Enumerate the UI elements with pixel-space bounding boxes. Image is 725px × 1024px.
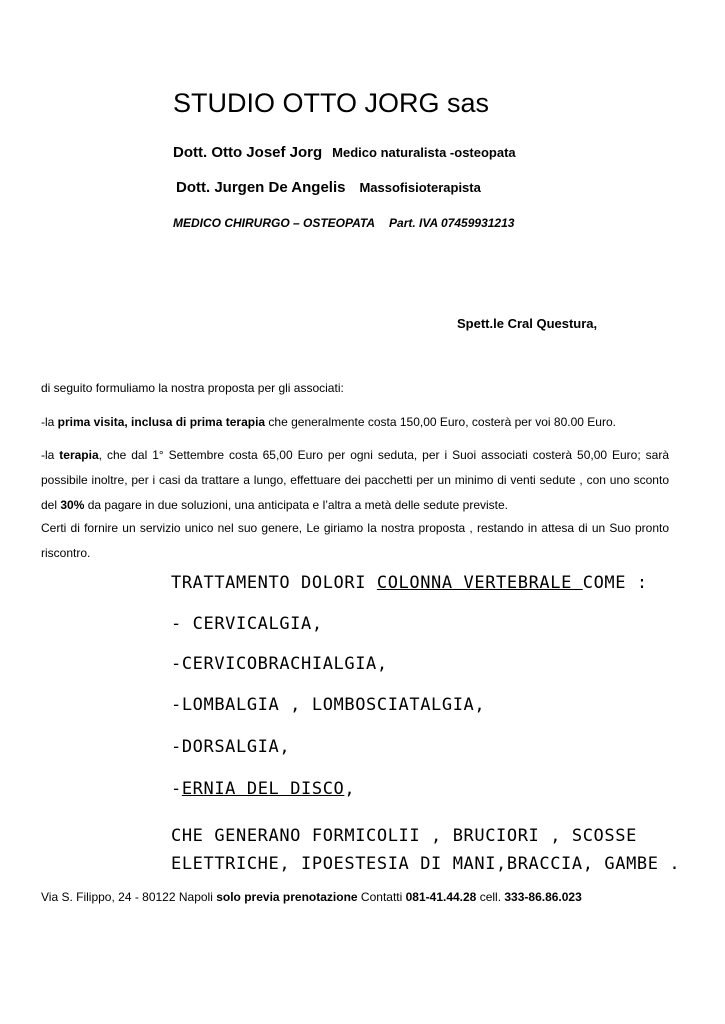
doctor-2-role: Massofisioterapista xyxy=(359,180,481,195)
ernia-underlined: ERNIA DEL DISCO xyxy=(181,779,345,799)
visit-bold: prima visita, inclusa di prima terapia xyxy=(57,415,266,429)
partita-iva: Part. IVA 07459931213 xyxy=(389,216,515,230)
terapia-rest: , che dal 1° Settembre costa 65,00 Euro per ogni seduta, per i Suoi associati costerà 50,00 Euro; sarà possibile inoltre, per i casi da trattare a lungo, effettuare dei pacchetti per un minimo di venti sedute , con uno sconto del xyxy=(41,448,669,512)
footer-contatti-label: Contatti xyxy=(357,890,406,904)
footer-phone: 081-41.44.28 xyxy=(405,890,477,904)
intro-paragraph: di seguito formuliamo la nostra proposta per gli associati: xyxy=(41,381,344,395)
doctor-1 xyxy=(173,144,516,161)
treatment-item-dorsalgia: -DORSALGIA, xyxy=(171,737,291,757)
footer xyxy=(41,890,582,904)
treatment-item-cervicalgia: - CERVICALGIA, xyxy=(171,614,323,634)
terapia-end: da pagare in due soluzioni, una anticipata e l’altra a metà delle sedute previste. xyxy=(84,498,508,512)
visit-rest: che generalmente costa 150,00 Euro, costerà per voi 80.00 Euro. xyxy=(265,415,616,429)
treatment-heading-underlined: COLONNA VERTEBRALE xyxy=(376,573,583,593)
doctor-2-name: Dott. Jurgen De Angelis xyxy=(176,179,346,196)
discount-bold: 30% xyxy=(60,498,85,512)
terapia-prefix: -la xyxy=(41,448,60,462)
doctor-2 xyxy=(176,179,481,196)
treatment-item-cervicobrachialgia: -CERVICOBRACHIALGIA, xyxy=(171,654,388,674)
treatment-heading xyxy=(171,573,648,593)
footer-cell: 333-86.86.023 xyxy=(504,890,582,904)
footer-prenotazione: solo previa prenotazione xyxy=(216,890,358,904)
terapia-paragraph xyxy=(41,443,669,518)
studio-title: STUDIO OTTO JORG sas xyxy=(173,88,490,118)
ernia-prefix: - xyxy=(171,779,182,799)
treatment-heading-suffix: COME : xyxy=(582,573,648,593)
closing-paragraph: Certi di fornire un servizio unico nel suo genere, Le giriamo la nostra proposta , restando in attesa di un Suo pronto riscontro. xyxy=(41,521,669,560)
visit-prefix: -la xyxy=(41,415,58,429)
doctor-1-role: Medico naturalista -osteopata xyxy=(332,145,516,160)
recipient: Spett.le Cral Questura, xyxy=(457,316,598,331)
terapia-bold: terapia xyxy=(59,448,99,462)
footer-cell-label: cell. xyxy=(476,890,505,904)
treatment-item-lombalgia: -LOMBALGIA , LOMBOSCIATALGIA, xyxy=(171,695,486,715)
doctor-1-name: Dott. Otto Josef Jorg xyxy=(173,144,323,161)
treatment-item-ernia xyxy=(171,779,355,799)
visit-paragraph xyxy=(41,410,669,435)
footer-address: Via S. Filippo, 24 - 80122 Napoli xyxy=(41,890,217,904)
medico-title: MEDICO CHIRURGO – OSTEOPATA xyxy=(173,216,376,230)
ernia-suffix: , xyxy=(344,779,356,799)
treatment-closing: CHE GENERANO FORMICOLII , BRUCIORI , SCOSSE ELETTRICHE, IPOESTESIA DI MANI,BRACCIA, GAMBE . xyxy=(171,826,681,874)
treatment-heading-prefix: TRATTAMENTO DOLORI xyxy=(171,573,377,593)
medico-line xyxy=(173,216,514,230)
